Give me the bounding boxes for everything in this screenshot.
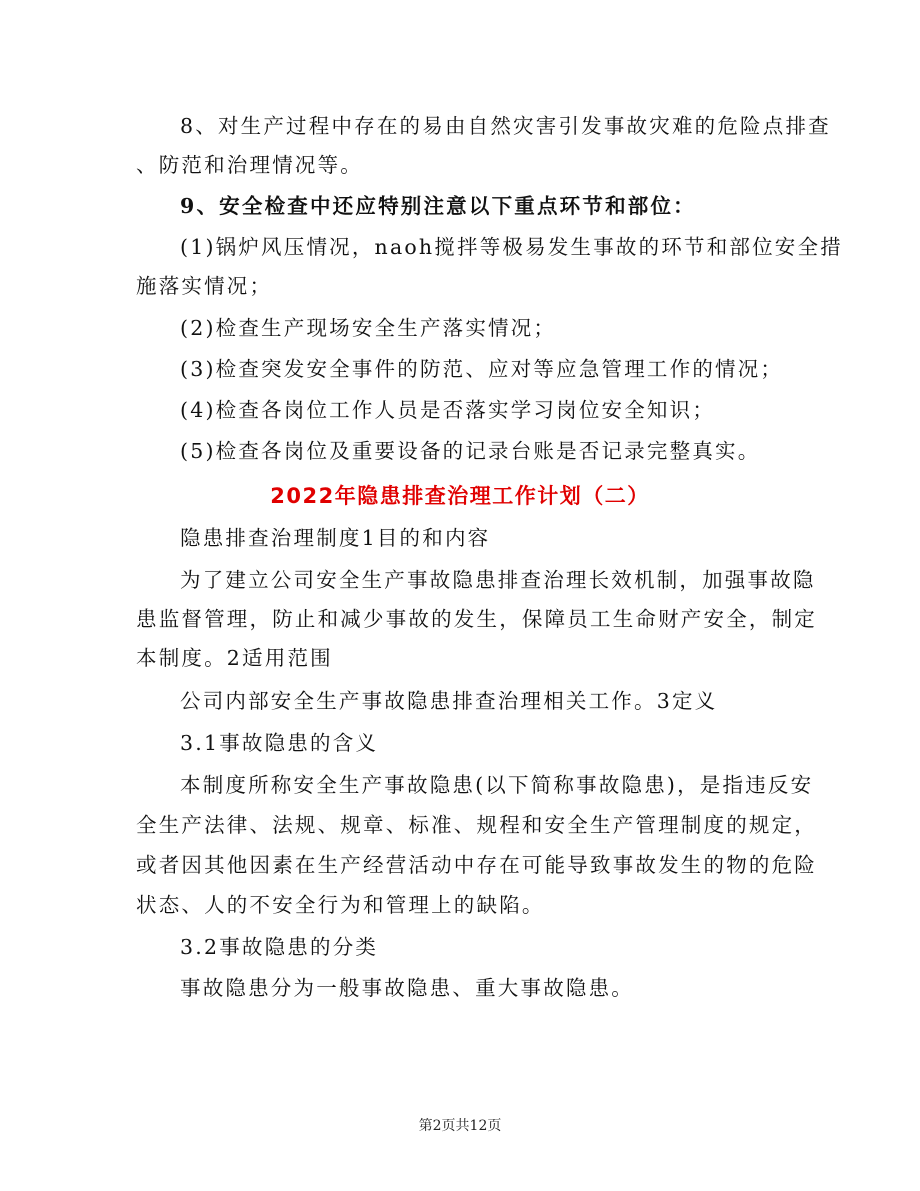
- item-4: (4)检查各岗位工作人员是否落实学习岗位安全知识；: [180, 398, 716, 422]
- body-line-2: 为了建立公司安全生产事故隐患排查治理长效机制，加强事故隐: [180, 568, 816, 592]
- body-line-12: 事故隐患分为一般事故隐患、重大事故隐患。: [180, 976, 634, 1000]
- item-1-line-2: 施落实情况；: [136, 274, 273, 298]
- item-2: (2)检查生产现场安全生产落实情况；: [180, 316, 557, 340]
- paragraph-8-line-1: 8、对生产过程中存在的易由自然灾害引发事故灾难的危险点排查: [180, 114, 831, 138]
- body-line-1: 隐患排查治理制度1目的和内容: [180, 526, 491, 550]
- paragraph-9-heading: 9、安全检查中还应特别注意以下重点环节和部位：: [180, 194, 696, 218]
- item-5: (5)检查各岗位及重要设备的记录台账是否记录完整真实。: [180, 439, 761, 463]
- paragraph-8-line-2: 、防范和治理情况等。: [136, 153, 363, 177]
- body-line-8: 全生产法律、法规、规章、标准、规程和安全生产管理制度的规定，: [136, 813, 817, 837]
- page-number-footer: 第2页共12页: [418, 1118, 502, 1134]
- item-1-line-1: (1)锅炉风压情况，naoh搅拌等极易发生事故的环节和部位安全措: [180, 235, 843, 259]
- body-line-7: 本制度所称安全生产事故隐患(以下简称事故隐患)，是指违反安: [180, 773, 814, 797]
- body-line-10: 状态、人的不安全行为和管理上的缺陷。: [136, 893, 545, 917]
- body-line-5: 公司内部安全生产事故隐患排查治理相关工作。3定义: [180, 689, 718, 713]
- section-title: 2022年隐患排查治理工作计划（二）: [270, 484, 650, 508]
- body-line-3: 患监督管理，防止和减少事故的发生，保障员工生命财产安全，制定: [136, 607, 817, 631]
- body-line-4: 本制度。2适用范围: [136, 646, 333, 670]
- body-line-6: 3.1事故隐患的含义: [180, 731, 379, 755]
- item-3: (3)检查突发安全事件的防范、应对等应急管理工作的情况；: [180, 357, 784, 381]
- body-line-9: 或者因其他因素在生产经营活动中存在可能导致事故发生的物的危险: [136, 853, 817, 877]
- body-line-11: 3.2事故隐患的分类: [180, 935, 379, 959]
